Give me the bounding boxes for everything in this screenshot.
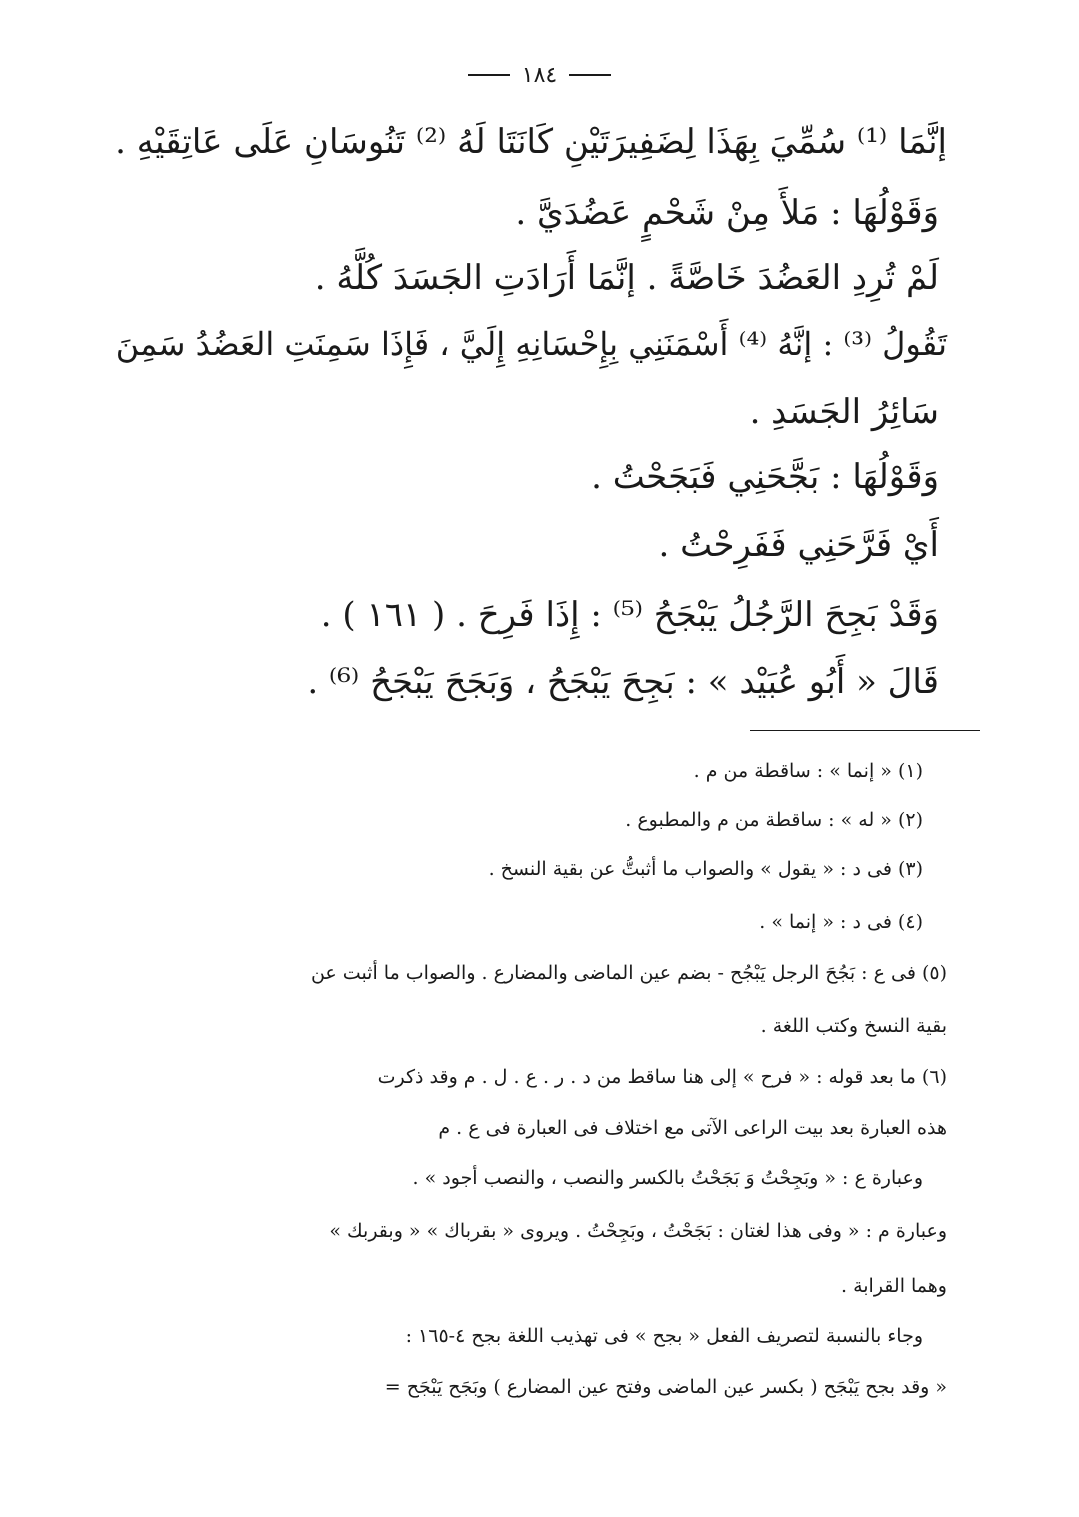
main-text-line: قَالَ « أَبُو عُبَيْد » : بَجِحَ يَبْجَحُ ، وَبَجَحَ يَبْجَحُ ⁽⁶⁾ . xyxy=(307,662,939,702)
footnote-line: (٣) فى د : « يقول » والصواب ما أثبتُّ عن بقية النسخ . xyxy=(488,858,923,880)
main-text-line: سَائِرُ الجَسَدِ . xyxy=(749,392,939,432)
footnote-line: وعبارة م : « وفى هذا لغتان : بَجَحْتُ ، وبَجِحْتُ . ويروى « بقرباك » « وبقربك » xyxy=(329,1220,947,1242)
footnote-line: (٥) فى ع : بَجُحَ الرجل يَبْجُح - بضم عين الماضى والمضارع . والصواب ما أثبت عن xyxy=(310,962,947,984)
main-text-line: لَمْ تُرِدِ العَضُدَ خَاصَّةً . إنَّمَا أَرَادَتِ الجَسَدَ كُلَّهُ . xyxy=(314,258,939,298)
main-text-line: وَقَوْلُهَا : مَلأَ مِنْ شَحْمٍ عَضُدَيَّ . xyxy=(515,193,939,233)
footnote-line: بقية النسخ وكتب اللغة . xyxy=(760,1015,947,1037)
main-text-line: وَقَدْ بَجِحَ الرَّجُلُ يَبْجَحُ ⁽⁵⁾ : إِذَا فَرِحَ . ( ١٦١ ) . xyxy=(320,595,939,635)
footnote-line: (١) « إنما » : ساقطة من م . xyxy=(693,760,923,782)
footnote-line: وعبارة ع : « وبَجِحْتُ وَ بَجَحْتُ بالكسر والنصب ، والنصب أجود » . xyxy=(412,1167,923,1189)
header-dash-left xyxy=(468,74,510,76)
page-number: ١٨٤ xyxy=(521,62,558,88)
footnote-line: « وقد بجح يَبْجَح ( بكسر عين الماضى وفتح عين المضارع ) وبَجَح يَبْجَح = xyxy=(384,1376,947,1398)
footnote-line: هذه العبارة بعد بيت الراعى الآتى مع اختلاف فى العبارة فى ع . م xyxy=(438,1117,947,1139)
main-text-line: وَقَوْلُهَا : بَجَّحَنِي فَبَجَحْتُ . xyxy=(591,457,939,497)
footnote-line: وهما القرابة . xyxy=(840,1275,947,1297)
footnote-line: (٢) « له » : ساقطة من م والمطبوع . xyxy=(625,809,923,831)
footnote-line: (٤) فى د : « إنما » . xyxy=(759,911,923,933)
header-dash-right xyxy=(569,74,611,76)
main-text-line: تَقُولُ ⁽³⁾ : إنَّهُ ⁽⁴⁾ أَسْمَنَنِي بِإِحْسَانِهِ إِلَيَّ ، فَإِذَا سَمِنَتِ العَضُدُ سَمِنَ xyxy=(115,325,947,363)
page-header xyxy=(0,60,1079,90)
main-text-line: إنَّمَا ⁽¹⁾ سُمِّيَ بِهَذَا لِضَفِيرَتَيْنِ كَانَتَا لَهُ ⁽²⁾ تَنُوسَانِ عَلَى عَاتِقَيْهِ . xyxy=(115,122,947,162)
footnote-separator xyxy=(750,730,980,731)
footnote-line: (٦) ما بعد قوله : « فرح » إلى هنا ساقط من د . ر . ع . ل . م وقد ذكرت xyxy=(377,1066,947,1088)
footnote-line: وجاء بالنسبة لتصريف الفعل « بجح » فى تهذيب اللغة بجح ٤-١٦٥ : xyxy=(405,1325,923,1347)
main-text-line: أَيْ فَرَّحَنِي فَفَرِحْتُ . xyxy=(658,525,939,565)
